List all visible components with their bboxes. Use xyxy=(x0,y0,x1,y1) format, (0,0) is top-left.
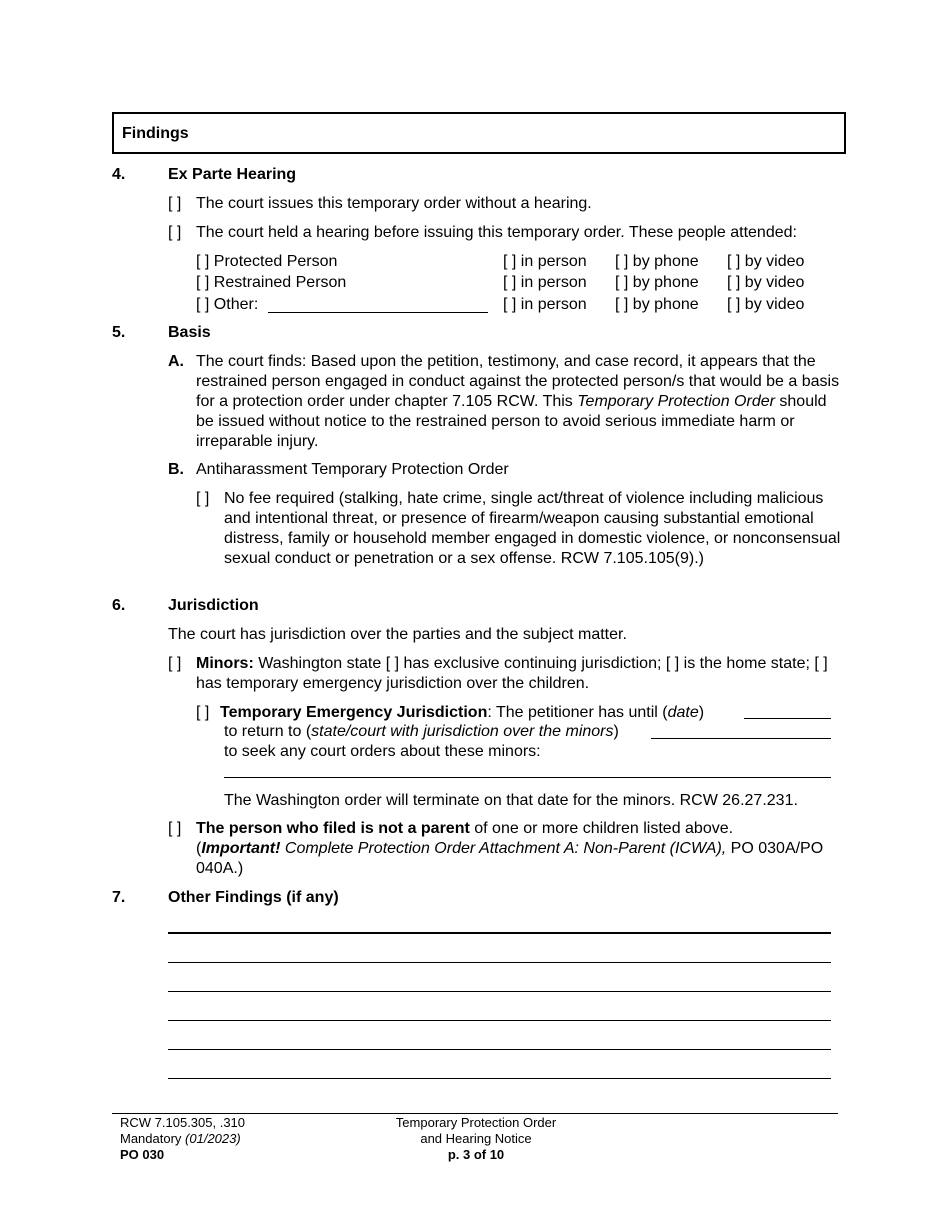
held-hearing-text: The court held a hearing before issuing this temporary order. These people attended: xyxy=(196,224,797,241)
checkbox-temp-emergency-jurisdiction[interactable]: [ ] xyxy=(196,704,210,721)
mode-by-phone[interactable]: [ ] by phone xyxy=(615,274,699,291)
footer-rule xyxy=(112,1113,838,1114)
attendee-name: Protected Person xyxy=(213,253,338,270)
state-court-blank[interactable] xyxy=(651,738,831,739)
mode-in-person[interactable]: [ ] in person xyxy=(503,253,587,270)
mode-by-video[interactable]: [ ] by video xyxy=(727,296,805,313)
section-5-title: Basis xyxy=(168,324,211,341)
checkbox-other[interactable]: [ ] xyxy=(196,296,210,313)
attendee-name: Other: xyxy=(213,296,259,313)
footer-mandatory: Mandatory (01/2023) xyxy=(120,1131,241,1146)
mode-by-video[interactable]: [ ] by video xyxy=(727,253,805,270)
checkbox-exclusive-jurisdiction[interactable]: [ ] xyxy=(385,655,400,672)
mode-by-phone[interactable]: [ ] by phone xyxy=(615,296,699,313)
tej-line-2: to return to (state/court with jurisdiction over the minors) xyxy=(224,723,619,740)
other-findings-line[interactable] xyxy=(168,962,831,963)
footer-form-id: PO 030 xyxy=(120,1147,165,1162)
attendee-name: Restrained Person xyxy=(213,274,347,291)
other-name-blank[interactable] xyxy=(268,312,488,313)
jurisdiction-intro: The court has jurisdiction over the parties and the subject matter. xyxy=(168,626,627,643)
footer-form-subtitle: and Hearing Notice xyxy=(420,1131,532,1146)
checkbox-held-hearing[interactable]: [ ] xyxy=(168,224,182,241)
footer-form-title: Temporary Protection Order xyxy=(395,1115,557,1130)
court-orders-blank[interactable] xyxy=(224,777,831,778)
checkbox-home-state[interactable]: [ ] xyxy=(665,655,680,672)
other-findings-line[interactable] xyxy=(168,932,831,934)
section-4-number: 4. xyxy=(112,166,126,183)
mode-in-person[interactable]: [ ] in person xyxy=(503,296,587,313)
terminate-text: The Washington order will terminate on that date for the minors. RCW 26.27.231. xyxy=(224,792,798,809)
minors-text: Minors: Washington state [ ] has exclusive continuing jurisdiction; [ ] is the home state; [ ] has temporary emergency jurisdiction over the children. xyxy=(196,655,828,692)
date-blank[interactable] xyxy=(744,718,831,719)
section-4-title: Ex Parte Hearing xyxy=(168,166,297,183)
findings-header-box xyxy=(112,112,846,154)
other-findings-line[interactable] xyxy=(168,1078,831,1079)
checkbox-no-fee[interactable]: [ ] xyxy=(196,490,210,507)
footer-left xyxy=(120,1115,245,1163)
section-6-title: Jurisdiction xyxy=(168,597,259,614)
checkbox-protected-person[interactable]: [ ] xyxy=(196,253,210,270)
footer-rcw: RCW 7.105.305, .310 xyxy=(120,1115,246,1130)
checkbox-no-hearing[interactable]: [ ] xyxy=(168,195,182,212)
tej-line-1: Temporary Emergency Jurisdiction: The petitioner has until (date) xyxy=(220,704,705,721)
attendee-row xyxy=(196,252,337,272)
basis-b-title: Antiharassment Temporary Protection Order xyxy=(196,461,509,478)
section-7-title: Other Findings (if any) xyxy=(168,889,339,906)
mode-by-video[interactable]: [ ] by video xyxy=(727,274,805,291)
footer-page-number: p. 3 of 10 xyxy=(447,1147,505,1162)
attendee-row xyxy=(196,295,258,315)
other-findings-line[interactable] xyxy=(168,991,831,992)
basis-b-label: B. xyxy=(168,461,184,478)
checkbox-minors[interactable]: [ ] xyxy=(168,655,182,672)
checkbox-temporary-emergency[interactable]: [ ] xyxy=(814,655,828,672)
attendee-row xyxy=(196,273,346,293)
footer-center xyxy=(376,1115,576,1163)
other-findings-line[interactable] xyxy=(168,1049,831,1050)
no-fee-text: No fee required (stalking, hate crime, single act/threat of violence including malicious and intentional threat, or presence of firearm/weapon causing substantial emotional distress, family or household member engaged in domestic violence, or nonconsensual sexual conduct or penetration or a sex offense. RCW 7.105.105(9).) xyxy=(224,490,841,567)
tej-line-3: to seek any court orders about these minors: xyxy=(224,743,541,760)
checkbox-not-parent[interactable]: [ ] xyxy=(168,820,182,837)
basis-a-text: The court finds: Based upon the petition, testimony, and case record, it appears that the restrained person engaged in conduct against the protected person/s that would be a basis for a protection order under chapter 7.105 RCW. This Temporary Protection Order should be issued without notice to the restrained person to avoid serious immediate harm or irreparable injury. xyxy=(196,353,840,450)
section-6-number: 6. xyxy=(112,597,126,614)
other-findings-line[interactable] xyxy=(168,1020,831,1021)
section-5-number: 5. xyxy=(112,324,126,341)
mode-in-person[interactable]: [ ] in person xyxy=(503,274,587,291)
mode-by-phone[interactable]: [ ] by phone xyxy=(615,253,699,270)
findings-header: Findings xyxy=(122,125,189,142)
not-parent-text: The person who filed is not a parent of one or more children listed above. (Important! Complete Protection Order Attachment A: Non-Parent (ICWA), PO 030A/PO 040A.) xyxy=(196,820,824,877)
no-hearing-text: The court issues this temporary order without a hearing. xyxy=(196,195,592,212)
checkbox-restrained-person[interactable]: [ ] xyxy=(196,274,210,291)
basis-a-label: A. xyxy=(168,353,184,370)
section-7-number: 7. xyxy=(112,889,126,906)
